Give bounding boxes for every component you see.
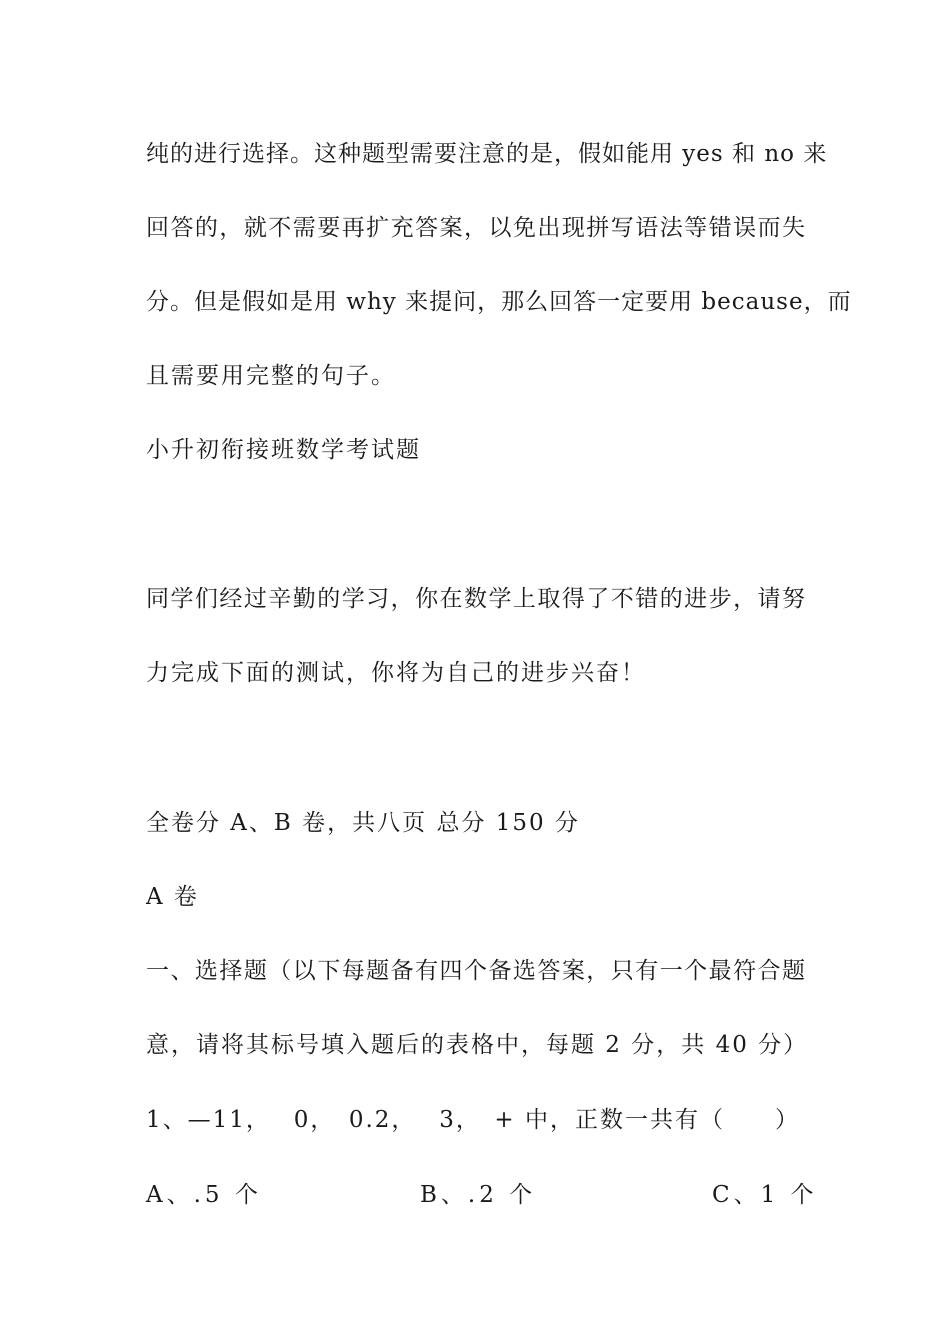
question-1: 1、—11， 0， 0.2， 3， + 中，正数一共有（ ） bbox=[146, 1107, 800, 1133]
intro-line-2: 力完成下面的测试，你将为自己的进步兴奋！ bbox=[146, 660, 646, 686]
paragraph-line-3: 分。但是假如是用 why 来提问，那么回答一定要用 because，而 bbox=[146, 289, 852, 315]
section-a-label: A 卷 bbox=[146, 884, 199, 910]
paper-info: 全卷分 A、B 卷，共八页 总分 150 分 bbox=[146, 810, 580, 836]
paragraph-line-1: 纯的进行选择。这种题型需要注意的是，假如能用 yes 和 no 来 bbox=[146, 141, 828, 167]
option-a: A、.5 个 bbox=[146, 1182, 262, 1208]
section1-heading-line-2: 意，请将其标号填入题后的表格中，每题 2 分，共 40 分） bbox=[146, 1032, 809, 1058]
option-b: B、.2 个 bbox=[420, 1182, 537, 1208]
paragraph-line-2: 回答的，就不需要再扩充答案，以免出现拼写语法等错误而失 bbox=[146, 215, 806, 241]
section1-heading-line-1: 一、选择题（以下每题备有四个备选答案，只有一个最符合题 bbox=[146, 958, 806, 984]
option-c: C、1 个 bbox=[712, 1182, 818, 1208]
paragraph-line-4: 且需要用完整的句子。 bbox=[146, 363, 396, 389]
exam-title: 小升初衔接班数学考试题 bbox=[146, 437, 421, 463]
intro-line-1: 同学们经过辛勤的学习，你在数学上取得了不错的进步，请努 bbox=[146, 586, 806, 612]
